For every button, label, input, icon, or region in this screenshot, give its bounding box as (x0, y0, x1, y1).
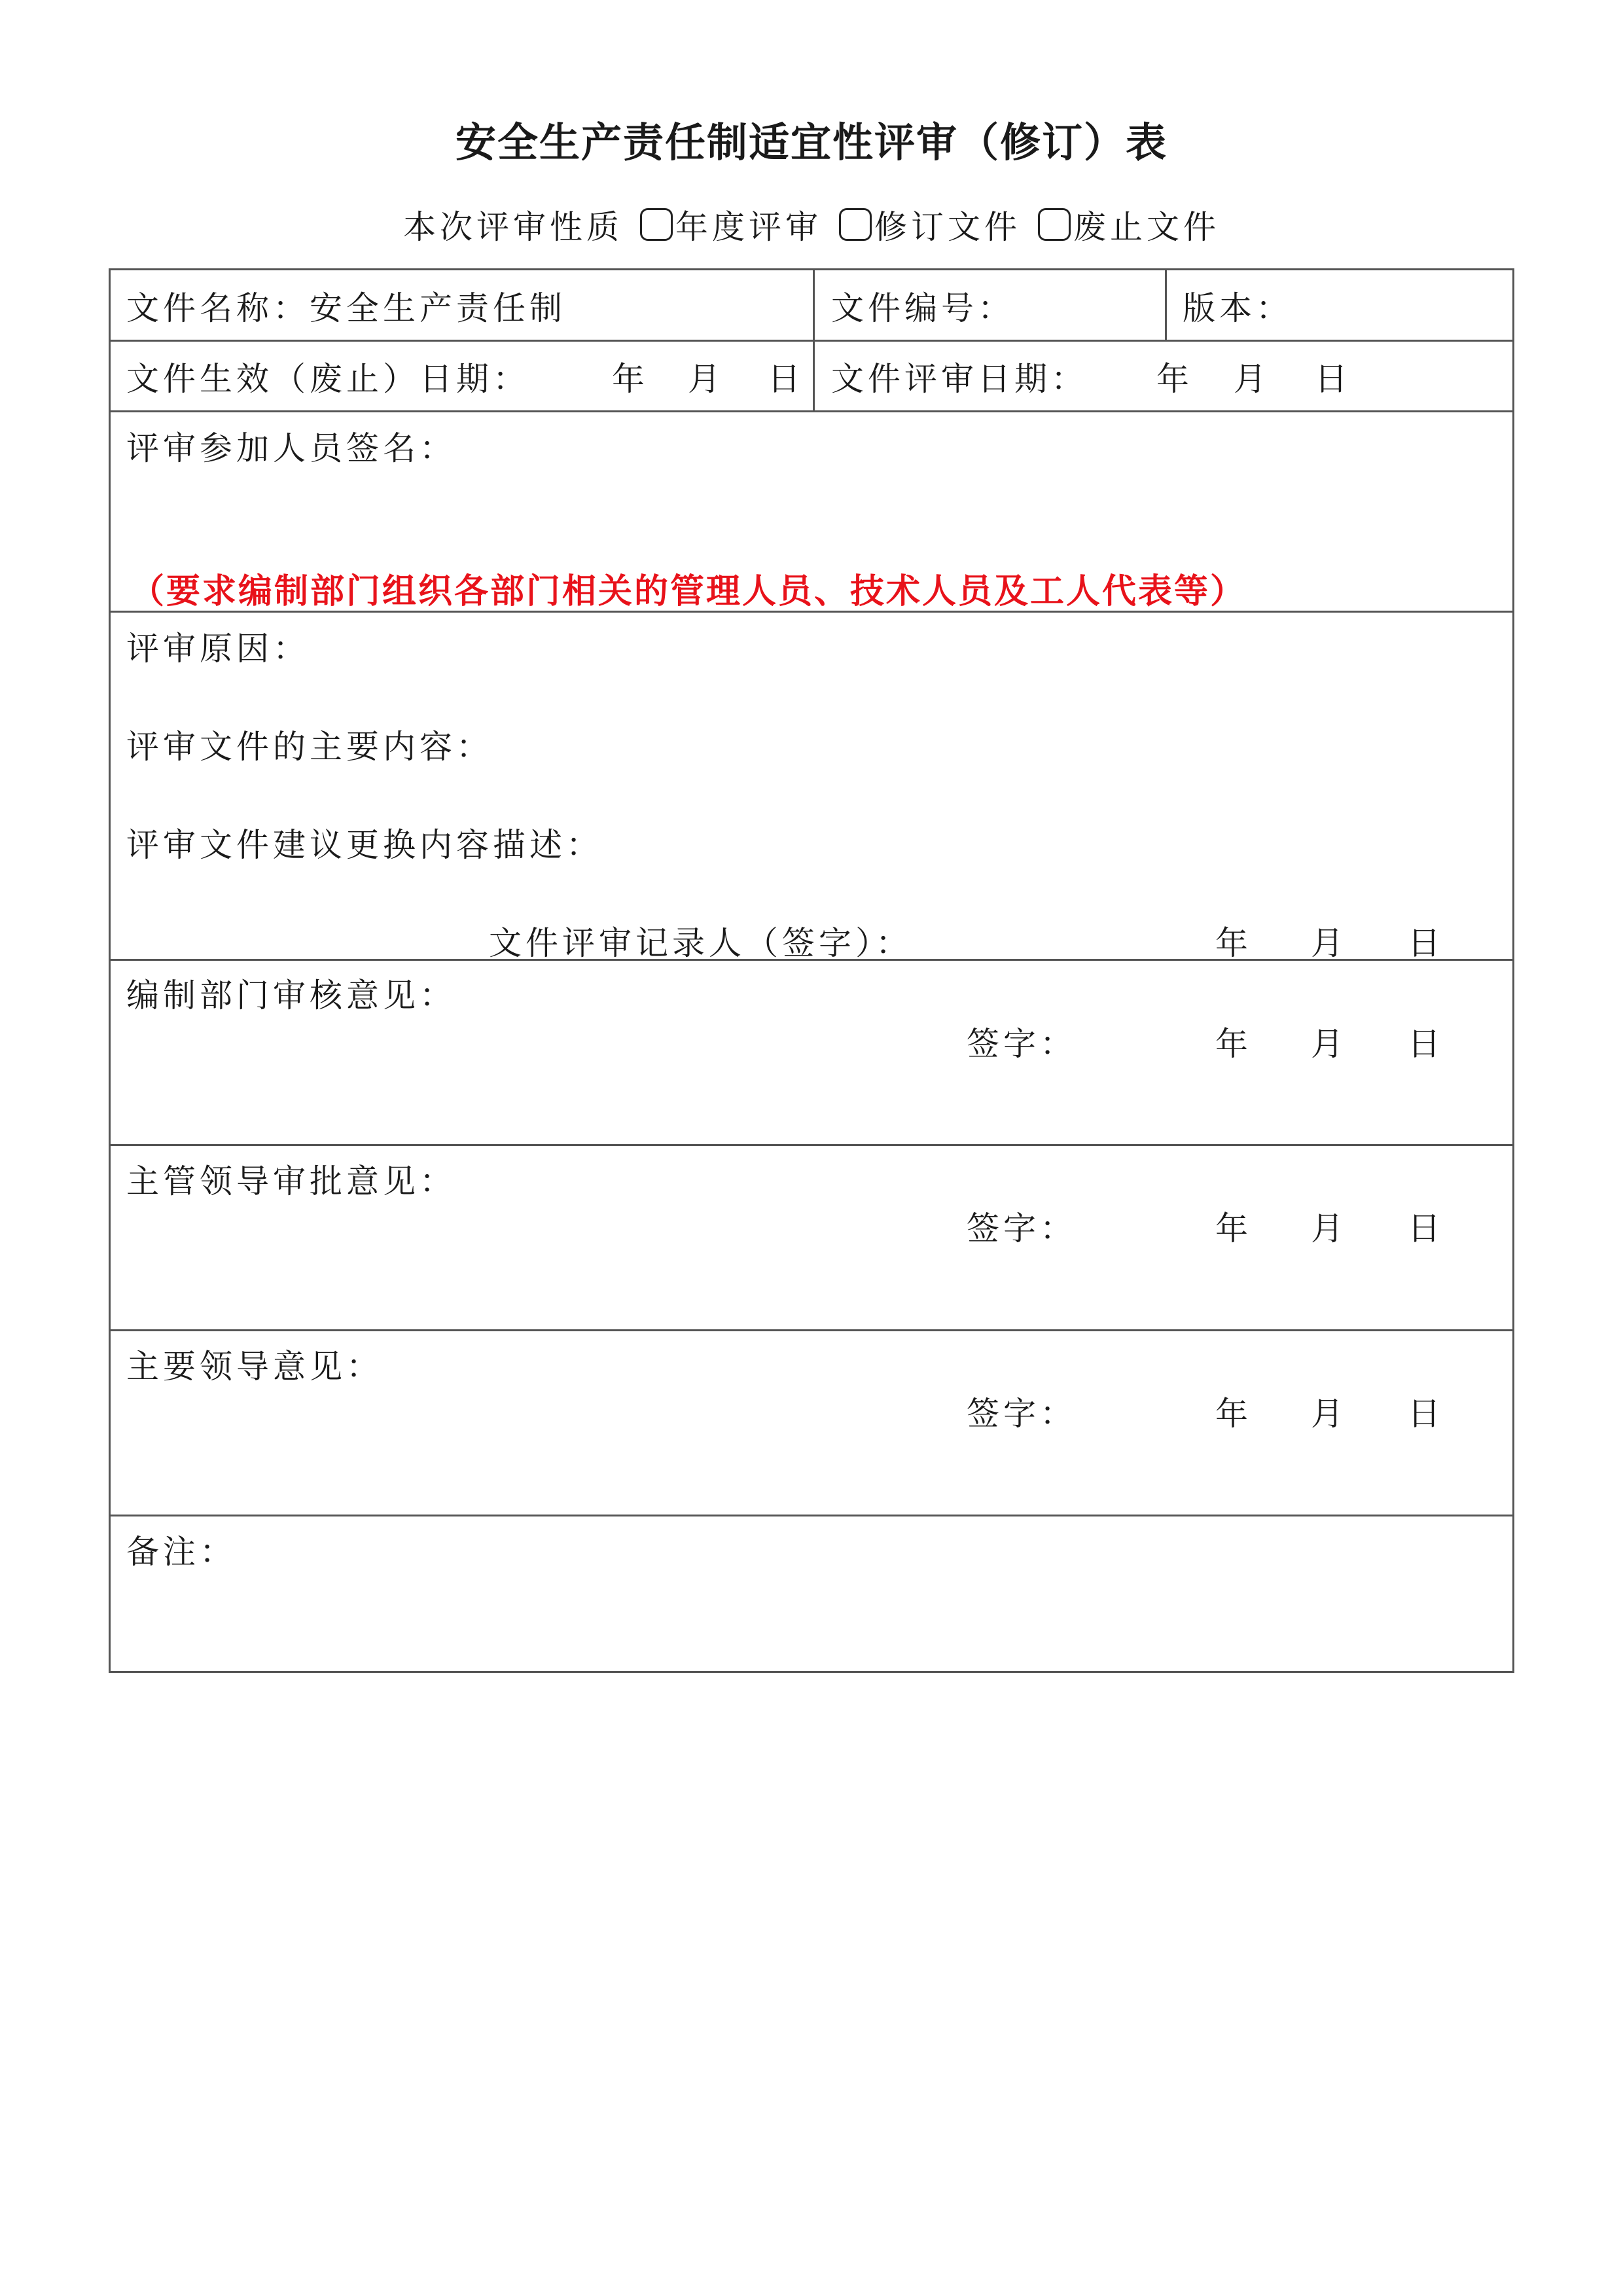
option-revise-document[interactable] (839, 201, 1021, 248)
supervisor-sign-month: 月 (1311, 1210, 1347, 1247)
remarks-label: 备注： (126, 1533, 236, 1571)
revise-document-label: 修订文件 (874, 208, 1021, 246)
row-divider (111, 410, 1512, 412)
effective-date-day: 日 (768, 360, 804, 398)
row-divider (111, 340, 1512, 342)
leader-sign-month: 月 (1311, 1395, 1347, 1433)
row-divider (111, 1329, 1512, 1331)
review-reason-label: 评审原因： (126, 630, 310, 668)
leader-sign-label: 签字： (967, 1395, 1077, 1433)
dept-sign-day: 日 (1408, 1025, 1444, 1063)
review-date-month: 月 (1234, 360, 1270, 398)
option-abolish-document[interactable] (1038, 201, 1220, 248)
review-suggestion-label: 评审文件建议更换内容描述： (126, 826, 603, 864)
revise-document-checkbox[interactable] (839, 208, 872, 241)
review-date-day: 日 (1315, 360, 1351, 398)
recorder-month: 月 (1311, 924, 1347, 962)
abolish-document-label: 废止文件 (1073, 208, 1220, 246)
review-form-table (109, 268, 1514, 1673)
doc-number-field[interactable]: 文件编号： (831, 289, 1014, 327)
recorder-day: 日 (1408, 924, 1444, 962)
review-date-year: 年 (1156, 360, 1193, 398)
recorder-year: 年 (1215, 924, 1252, 962)
review-nature-row (0, 201, 1623, 248)
option-annual-review[interactable] (640, 201, 822, 248)
participants-label: 评审参加人员签名： (126, 429, 456, 467)
leader-sign-day: 日 (1408, 1395, 1444, 1433)
leader-opinion-label: 主要领导意见： (126, 1348, 383, 1386)
abolish-document-checkbox[interactable] (1038, 208, 1071, 241)
review-nature-label: 本次评审性质 (403, 208, 623, 246)
column-divider (1165, 270, 1167, 340)
version-field[interactable]: 版本： (1183, 289, 1293, 327)
effective-date-label: 文件生效（废止）日期： (126, 360, 529, 398)
annual-review-label: 年度评审 (675, 208, 822, 246)
supervisor-sign-label: 签字： (967, 1210, 1077, 1247)
form-title: 安全生产责任制适宜性评审（修订）表 (455, 118, 1168, 166)
row-divider (111, 1515, 1512, 1516)
annual-review-checkbox[interactable] (640, 208, 673, 241)
leader-sign-year: 年 (1215, 1395, 1252, 1433)
effective-date-year: 年 (612, 360, 649, 398)
supervisor-sign-year: 年 (1215, 1210, 1252, 1247)
doc-name-field[interactable]: 文件名称：安全生产责任制 (126, 289, 566, 327)
column-divider (813, 270, 815, 410)
row-divider (111, 1144, 1512, 1146)
dept-sign-label: 签字： (967, 1025, 1077, 1063)
dept-sign-month: 月 (1311, 1025, 1347, 1063)
effective-date-month: 月 (688, 360, 724, 398)
review-date-label: 文件评审日期： (831, 360, 1088, 398)
dept-opinion-label: 编制部门审核意见： (126, 977, 456, 1014)
dept-sign-year: 年 (1215, 1025, 1252, 1063)
supervisor-sign-day: 日 (1408, 1210, 1444, 1247)
participants-note: （要求编制部门组织各部门相关的管理人员、技术人员及工人代表等） (130, 572, 1247, 611)
supervisor-opinion-label: 主管领导审批意见： (126, 1162, 456, 1200)
recorder-signature-label: 文件评审记录人（签字）： (489, 924, 912, 962)
review-content-label: 评审文件的主要内容： (126, 728, 493, 766)
